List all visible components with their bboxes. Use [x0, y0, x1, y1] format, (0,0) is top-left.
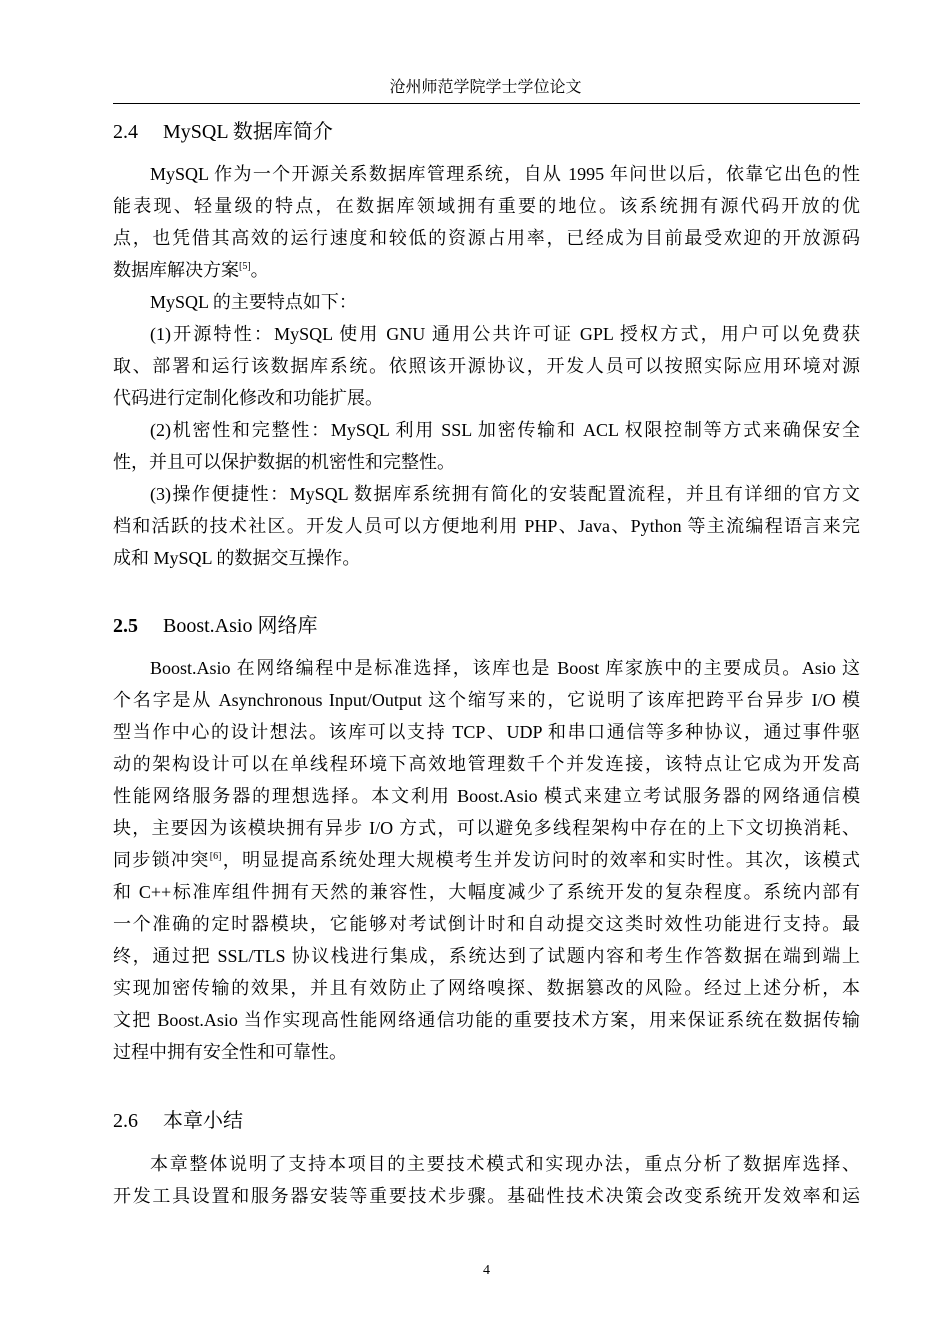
- text-line: 本章整体说明了支持本项目的主要技术模式和实现办法，重点分析了数据库选择、: [150, 1154, 860, 1174]
- page-number: 4: [483, 1263, 490, 1278]
- paragraph-chapter-summary: [113, 1148, 860, 1212]
- section-heading-2-4: [113, 119, 860, 145]
- text-line: 一个准确的定时器模块，它能够对考试倒计时和自动提交这类时效性功能进行支持。最: [113, 914, 860, 934]
- section-heading-2-6: [113, 1108, 860, 1134]
- section-heading-2-5: [113, 613, 860, 639]
- text-line: 过程中拥有安全性和可靠性。: [113, 1042, 347, 1062]
- text-line: 动的架构设计可以在单线程环境下高效地管理数千个并发连接，该特点让它成为开发高: [113, 754, 860, 774]
- running-header: 沧州师范学院学士学位论文: [389, 79, 582, 96]
- text-line: 块，主要因为该模块拥有异步 I/O 方式，可以避免多线程架构中存在的上下文切换消耗、: [113, 818, 860, 838]
- paragraph-feature-usability: [113, 478, 860, 574]
- line-text: 同步锁冲突: [113, 850, 210, 870]
- text-line: 成和 MySQL 的数据交互操作。: [113, 548, 361, 568]
- text-line: 个名字是从 Asynchronous Input/Output 这个缩写来的，它说明了该库把跨平台异步 I/O 模: [113, 690, 860, 710]
- text-line: MySQL 的主要特点如下：: [150, 292, 357, 312]
- paragraph-feature-security: [113, 414, 860, 478]
- text-line: (2)机密性和完整性：MySQL 利用 SSL 加密传输和 ACL 权限控制等方式来确保安全: [150, 420, 860, 440]
- text-line: 实现加密传输的效果，并且有效防止了网络嗅探、数据篡改的风险。经过上述分析，本: [113, 978, 860, 998]
- text-line: 性能网络服务器的理想选择。本文利用 Boost.Asio 模式来建立考试服务器的网络通信模: [113, 786, 860, 806]
- text-line: (1)开源特性：MySQL 使用 GNU 通用公共许可证 GPL 授权方式，用户可以免费获: [150, 324, 860, 344]
- text-line: 取、部署和运行该数据库系统。依照该开源协议，开发人员可以按照实际应用环境对源: [113, 356, 860, 376]
- citation-ref: [6]: [209, 851, 222, 862]
- text-line: 档和活跃的技术社区。开发人员可以方便地利用 PHP、Java、Python 等主流编程语言来完: [113, 516, 860, 536]
- section-number: 2.5: [113, 615, 138, 637]
- paragraph-feature-open-source: [113, 318, 860, 414]
- line-text: 。: [250, 260, 269, 280]
- header-divider: [113, 103, 860, 104]
- paragraph-boost-asio: [113, 652, 860, 1068]
- text-line: 性，并且可以保护数据的机密性和完整性。: [113, 452, 455, 472]
- text-line: 能表现、轻量级的特点，在数据库领域拥有重要的地位。该系统拥有源代码开放的优: [113, 196, 860, 216]
- citation-ref: [5]: [239, 261, 251, 272]
- text-line: 点，也凭借其高效的运行速度和较低的资源占用率，已经成为目前最受欢迎的开放源码: [113, 228, 860, 248]
- text-line: [113, 844, 860, 876]
- section-number: 2.4: [113, 121, 138, 143]
- text-line: 开发工具设置和服务器安装等重要技术步骤。基础性技术决策会改变系统开发效率和运: [113, 1186, 860, 1206]
- line-text: ，明显提高系统处理大规模考生并发访问时的效率和实时性。其次，该模式: [221, 850, 860, 870]
- text-line: [113, 254, 860, 286]
- text-line: 文把 Boost.Asio 当作实现高性能网络通信功能的重要技术方案，用来保证系统在数据传输: [113, 1010, 860, 1030]
- text-line: (3)操作便捷性：MySQL 数据库系统拥有简化的安装配置流程，并且有详细的官方文: [150, 484, 860, 504]
- text-line: 代码进行定制化修改和功能扩展。: [113, 388, 383, 408]
- section-title: Boost.Asio 网络库: [163, 615, 318, 637]
- section-title: 本章小结: [163, 1110, 243, 1132]
- text-line: MySQL 作为一个开源关系数据库管理系统，自从 1995 年问世以后，依靠它出色的性: [150, 164, 860, 184]
- text-line: Boost.Asio 在网络编程中是标准选择，该库也是 Boost 库家族中的主要成员。Asio 这: [150, 658, 860, 678]
- section-title: MySQL 数据库简介: [163, 121, 333, 143]
- text-line: 和 C++标准库组件拥有天然的兼容性，大幅度减少了系统开发的复杂程度。系统内部有: [113, 882, 860, 902]
- paragraph-features-intro: [113, 286, 860, 318]
- text-line: 型当作中心的设计想法。该库可以支持 TCP、UDP 和串口通信等多种协议，通过事件驱: [113, 722, 860, 742]
- paragraph-mysql-intro: [113, 158, 860, 286]
- line-text: 数据库解决方案: [113, 260, 239, 280]
- section-number: 2.6: [113, 1110, 138, 1132]
- text-line: 终，通过把 SSL/TLS 协议栈进行集成，系统达到了试题内容和考生作答数据在端到端上: [113, 946, 860, 966]
